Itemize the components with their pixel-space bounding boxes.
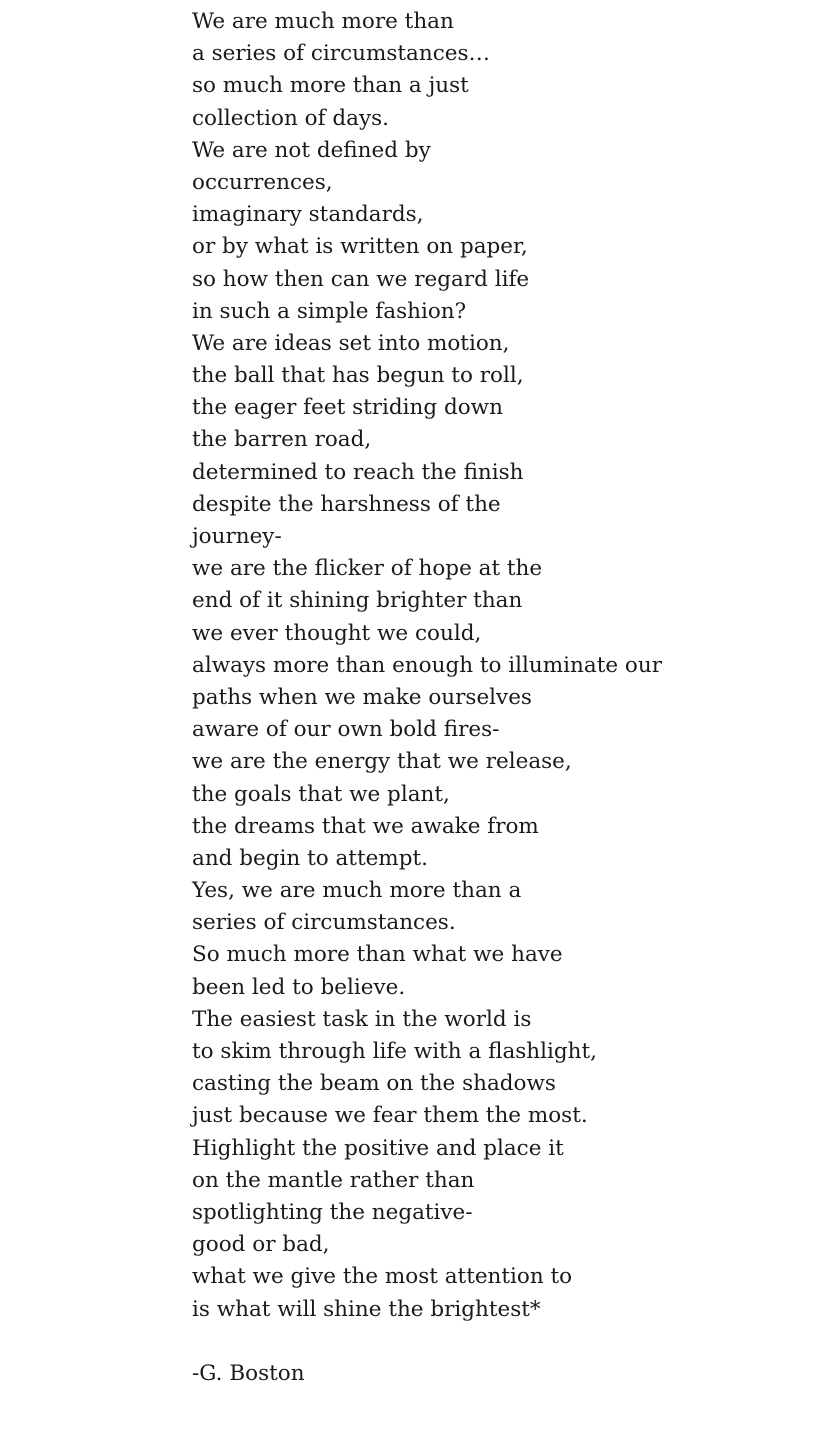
poem-line: We are ideas set into motion,	[192, 330, 510, 356]
poem-line: what we give the most attention to	[192, 1264, 573, 1290]
poem-line: always more than enough to illuminate our	[192, 652, 662, 678]
poem-line: we ever thought we could,	[192, 620, 482, 646]
poem-line: the eager feet striding down	[192, 395, 503, 421]
poem-line: been led to believe.	[192, 974, 406, 1000]
poem-line: a series of circumstances…	[192, 41, 490, 67]
poem-line: end of it shining brighter than	[192, 588, 523, 614]
poem-body	[192, 6, 812, 1390]
poem-line: to skim through life with a flashlight,	[192, 1039, 597, 1064]
author-signature: -G. Boston	[192, 1360, 305, 1386]
poem-line: determined to reach the finish	[192, 459, 524, 485]
poem-line: paths when we make ourselves	[192, 684, 532, 710]
poem-line: the dreams that we awake from	[192, 813, 539, 839]
poem-line: collection of days.	[192, 105, 389, 131]
poem-line: on the mantle rather than	[192, 1167, 475, 1193]
poem-line: so how then can we regard life	[192, 266, 530, 292]
poem-line: the barren road,	[192, 427, 372, 453]
poem-line: good or bad,	[192, 1232, 330, 1258]
poem-line: So much more than what we have	[192, 942, 563, 968]
poem-line: the goals that we plant,	[192, 781, 450, 807]
poem-line: so much more than a just	[192, 73, 469, 99]
poem-line: just because we fear them the most.	[192, 1103, 588, 1129]
poem-line: we are the flicker of hope at the	[192, 556, 543, 582]
poem-line: despite the harshness of the	[192, 491, 501, 517]
poem-line: the ball that has begun to roll,	[192, 363, 524, 389]
poem-line: series of circumstances.	[192, 910, 456, 936]
poem-line: aware of our own bold fires-	[192, 717, 500, 743]
poem-line: in such a simple fashion?	[192, 298, 467, 324]
poem-line: Highlight the positive and place it	[192, 1135, 564, 1161]
poem-line: Yes, we are much more than a	[192, 878, 522, 904]
poem-line: The easiest task in the world is	[192, 1006, 532, 1032]
poem-line: We are much more than	[192, 9, 454, 34]
poem-line: we are the energy that we release,	[192, 749, 572, 775]
poem-line: We are not defined by	[192, 137, 431, 163]
poem-line: journey-	[192, 524, 282, 549]
poem-line: is what will shine the brightest*	[192, 1296, 541, 1322]
poem-line: spotlighting the negative-	[192, 1199, 473, 1225]
poem-line: occurrences,	[192, 169, 333, 195]
poem-line: and begin to attempt.	[192, 845, 428, 871]
poem-line: or by what is written on paper,	[192, 234, 528, 260]
poem-line: casting the beam on the shadows	[192, 1071, 556, 1097]
poem-line: imaginary standards,	[192, 202, 424, 228]
